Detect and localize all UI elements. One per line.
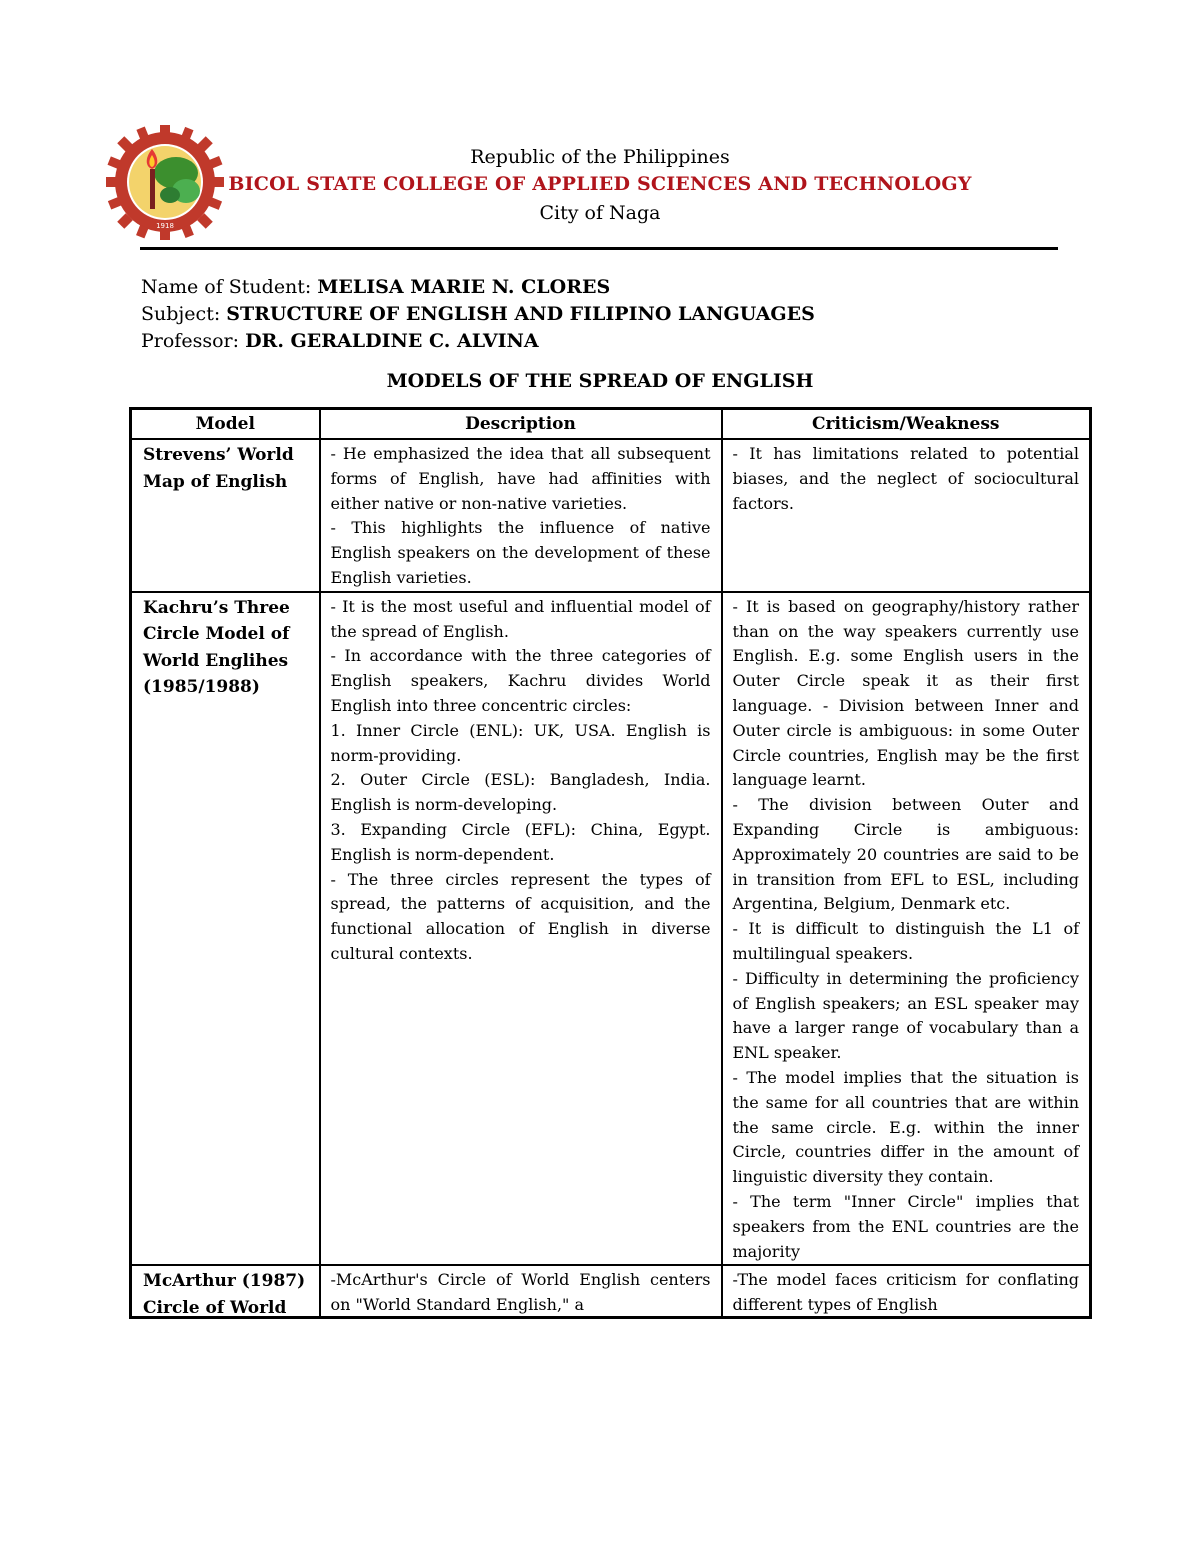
description-item: 2. Outer Circle (ESL): Bangladesh, India. English is norm-developing. [330, 770, 711, 815]
criticism-item: - The term "Inner Circle" implies that speakers from the ENL countries are the majority [732, 1191, 1079, 1261]
table-row [131, 439, 1091, 592]
criticism-cell [722, 592, 1091, 1266]
criticism-item: - It is based on geography/history rather than on the way speakers currently use English. E.g. some English users in the Outer Circle speak it as their first language. - Division between Inner and Outer circle is ambiguous: in some Outer Circle countries, English may be the first language learnt. [732, 596, 1079, 790]
description-item: -McArthur's Circle of World English centers on "World Standard English," a [330, 1270, 711, 1315]
subject-line [141, 301, 815, 328]
header-criticism: Criticism/Weakness [722, 409, 1091, 440]
header-divider [140, 247, 1058, 250]
student-name-label: Name of Student: [141, 276, 312, 298]
table-header-row [131, 409, 1091, 440]
letterhead [140, 144, 1060, 228]
city-line: City of Naga [539, 202, 661, 224]
description-item: 3. Expanding Circle (EFL): China, Egypt. English is norm-dependent. [330, 819, 711, 864]
student-name-value: MELISA MARIE N. CLORES [317, 276, 611, 298]
models-table [129, 407, 1092, 1319]
subject-value: STRUCTURE OF ENGLISH AND FILIPINO LANGUAGES [226, 303, 815, 325]
description-item: - This highlights the influence of native English speakers on the development of these English varieties. [330, 518, 711, 587]
student-name-line [141, 274, 815, 301]
description-item: - He emphasized the idea that all subsequent forms of English, have had affinities with either native or non-native varieties. [330, 444, 711, 513]
seal-year: 1918 [156, 222, 174, 230]
student-info [141, 274, 815, 355]
criticism-item: - The model implies that the situation is the same for all countries that are within the same circle. E.g. within the inner Circle, countries differ in the amount of linguistic diversity they contain. [732, 1067, 1079, 1187]
header-description: Description [320, 409, 722, 440]
model-cell-text: McArthur (1987) Circle of World [143, 1271, 306, 1317]
table-row [131, 592, 1091, 1266]
model-cell: Kachru’s Three Circle Model of World Englihes (1985/1988) [131, 592, 320, 1266]
description-cell [320, 1265, 722, 1318]
description-cell [320, 439, 722, 592]
description-item: - It is the most useful and influential model of the spread of English. [330, 596, 711, 641]
description-cell [320, 592, 722, 1266]
header-model: Model [131, 409, 320, 440]
subject-label: Subject: [141, 303, 221, 325]
criticism-item: - It has limitations related to potential biases, and the neglect of sociocultural factors. [732, 444, 1079, 513]
model-cell: Strevens’ World Map of English [131, 439, 320, 592]
professor-label: Professor: [141, 330, 240, 352]
document-title: MODELS OF THE SPREAD OF ENGLISH [386, 370, 814, 392]
description-item: 1. Inner Circle (ENL): UK, USA. English is norm-providing. [330, 720, 711, 765]
criticism-cell [722, 439, 1091, 592]
description-item: - The three circles represent the types of spread, the patterns of acquisition, and the functional allocation of English in diverse cultural contexts. [330, 869, 711, 963]
professor-line [141, 328, 815, 355]
table-row [131, 1265, 1091, 1318]
criticism-item: -The model faces criticism for conflating different types of English [732, 1270, 1079, 1315]
criticism-item: - The division between Outer and Expanding Circle is ambiguous: Approximately 20 countries are said to be in transition from EFL to ESL, including Argentina, Belgium, Denmark etc. [732, 795, 1079, 914]
republic-line: Republic of the Philippines [470, 146, 730, 168]
criticism-item: - Difficulty in determining the proficiency of English speakers; an ESL speaker may have a larger range of vocabulary than a ENL speaker. [732, 968, 1079, 1063]
criticism-item: - It is difficult to distinguish the L1 of multilingual speakers. [732, 919, 1079, 963]
professor-value: DR. GERALDINE C. ALVINA [245, 330, 539, 352]
criticism-cell [722, 1265, 1091, 1318]
model-cell [131, 1265, 320, 1318]
college-name: BICOL STATE COLLEGE OF APPLIED SCIENCES AND TECHNOLOGY [228, 173, 972, 195]
description-item: - In accordance with the three categories of English speakers, Kachru divides World English into three concentric circles: [330, 646, 711, 715]
